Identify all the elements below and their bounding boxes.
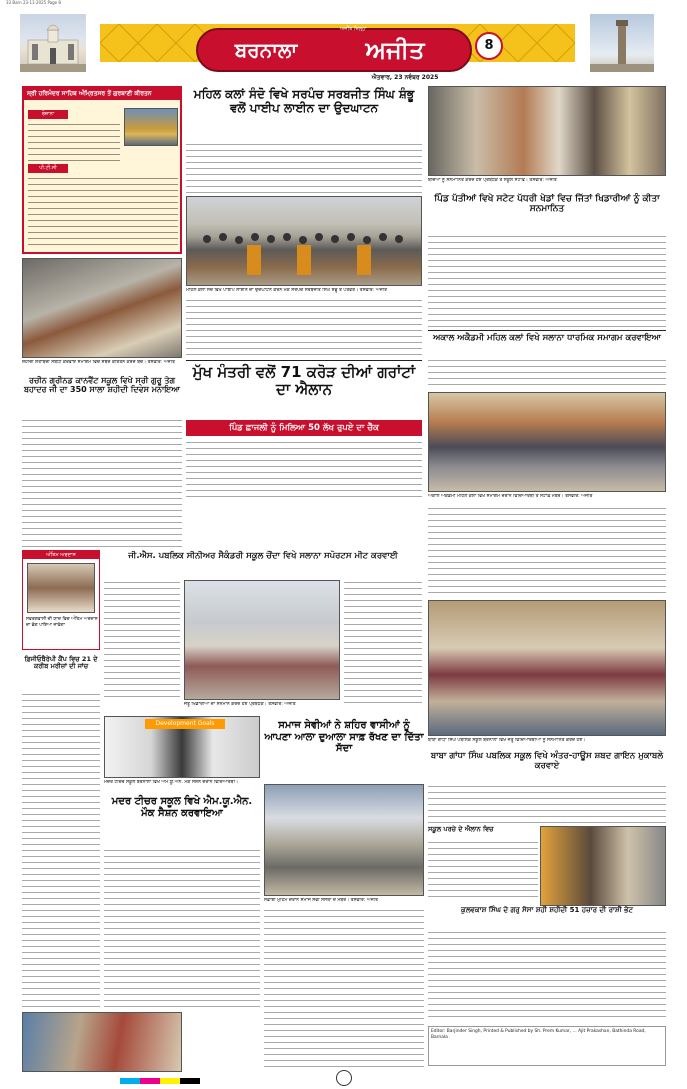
registration-mark	[336, 1070, 352, 1086]
page-number: 8	[475, 32, 503, 60]
mun-photo	[104, 716, 260, 778]
mun-caption: ਮਦਰ ਟੀਚਰ ਸਕੂਲ ਬਰਨਾਲਾ ਵਿਖੇ ਐਮ.ਯੂ.ਐਨ. ਮੌਕ ਸੈਸ਼ਨ ਦੌਰਾਨ ਵਿਦਿਆਰਥੀ।	[104, 780, 239, 785]
pind-kheda-caption: ਬੱਚਿਆਂ ਨੂੰ ਸਨਮਾਨਿਤ ਕਰਦੇ ਹੋਏ ਪ੍ਰਬੰਧਕ ਤੇ ਸਕੂਲ ਸਟਾਫ਼। ਤਸਵੀਰ: ਅਜੀਤ	[428, 178, 557, 183]
cm-grants-body	[186, 440, 422, 500]
monument-illustration	[590, 14, 654, 72]
akal-academy-photo	[428, 392, 666, 492]
sarpanch-caption: ਮਹਿਲ ਕਲਾਂ ਸੰਦੋ ਵਿਖੇ ਪਾਈਪ ਲਾਈਨ ਦਾ ਉਦਘਾਟਨ ਕਰਨ ਮੌਕੇ ਸਰਪੰਚ ਸਰਬਜੀਤ ਸਿੰਘ ਸ਼ੰਭੂ ਤੇ ਪਤਵੰਤੇ। ਤਸਵੀਰ: ਅਜੀਤ	[186, 288, 388, 293]
sports-meet-photo	[184, 580, 340, 700]
sarpanch-body	[186, 142, 422, 194]
masthead	[0, 10, 687, 82]
small-headline-2: ਕੁਲਵਕਾਸ਼ ਸਿੰਘ ਦੇ ਗਰੁ ਸੋਸਾ ਸ਼ਹੀ ਸ਼ਹੀਦੀ 51 ਹਜ਼ਾਰ ਦੀ ਰਾਸ਼ੀ ਭੇਟ	[461, 906, 633, 914]
camp-photo	[22, 1012, 182, 1072]
kirtan-badge-daily: ਰੋਜ਼ਾਨਾ	[28, 110, 68, 119]
akal-academy-caption: ਅਕਾਲ ਅਕੈਡਮੀ ਮਹਿਲ ਕਲਾਂ ਵਿਖੇ ਸਮਾਗਮ ਦੌਰਾਨ ਵਿਦਿਆਰਥੀ ਤੇ ਸਟਾਫ਼ ਮੈਂਬਰ। ਤਸਵੀਰ: ਅਜੀਤ	[428, 494, 593, 499]
baba-gandha-body	[428, 784, 666, 824]
masthead-date: ਐਤਵਾਰ, 23 ਨਵੰਬਰ 2025	[371, 74, 439, 81]
ad-box	[22, 550, 100, 650]
publisher-line: Editor: Barjinder Singh, Printed & Published by Sh. Prem Kumar, ... Ajit Prakashan, Bathinda Road, Barnala	[428, 1026, 666, 1066]
akal-academy-headline: ਅਕਾਲ ਅਕੈਡਮੀ ਮਹਿਲ ਕਲਾਂ ਵਿਖੇ ਸਲਾਨਾ ਧਾਰਮਿਕ ਸਮਾਗਮ ਕਰਵਾਇਆ	[433, 333, 661, 343]
small-headline-1: ਸਕੂਲ ਪਰਚੇ ਦੇ ਐਲਾਨ ਵਿਚ	[428, 825, 494, 833]
samaj-sevi-body	[264, 908, 424, 1072]
divider-cm	[186, 360, 422, 361]
mother-teacher-headline: ਮਦਰ ਟੀਚਰ ਸਕੂਲ ਵਿਖੇ ਐਮ.ਯੂ.ਐਨ. ਮੌਕ ਸੈਸ਼ਨ ਕਰਵਾਇਆ	[111, 796, 253, 819]
sarpanch-headline: ਮਹਿਲ ਕਲਾਂ ਸੰਦੋ ਵਿਖੇ ਸਰਪੰਚ ਸਰਬਜੀਤ ਸਿੰਘ ਸ਼ੰਭੂ ਵਲੋਂ ਪਾਈਪ ਲਾਈਨ ਦਾ ਉਦਘਾਟਨ	[193, 87, 415, 115]
pind-kheda-body	[428, 234, 666, 328]
masthead-tagline: ਅਜੀਤ ਜ਼ਿਲ੍ਹਾ	[340, 26, 367, 32]
cm-grants-headline: ਮੁੱਖ ਮੰਤਰੀ ਵਲੋਂ 71 ਕਰੋੜ ਦੀਆਂ ਗਰਾਂਟਾਂ ਦਾ ਐਲਾਨ	[192, 363, 416, 399]
felicitation-photo	[540, 826, 666, 906]
crowd-illustration	[187, 197, 422, 286]
akal-academy-body-2	[428, 506, 666, 598]
masthead-title-right: ਅਜੀਤ	[365, 36, 425, 64]
gurdwara-photo	[20, 14, 86, 72]
color-bar	[120, 1078, 200, 1084]
masthead-title-left: ਬਰਨਾਲਾ	[234, 38, 298, 62]
samaj-sevi-caption: ਸਫ਼ਾਈ ਮੁਹਿੰਮ ਦੌਰਾਨ ਸਮਾਜ ਸੇਵੀ ਸੰਸਥਾ ਦੇ ਮੈਂਬਰ। ਤਸਵੀਰ: ਅਜੀਤ	[264, 898, 379, 903]
small-body-1	[428, 840, 538, 900]
samaj-sevi-headline: ਸਮਾਜ ਸੇਵੀਆਂ ਨੇ ਸ਼ਹਿਰ ਵਾਸੀਆਂ ਨੂੰ ਆਪਣਾ ਆਲਾ ਦੁਆਲਾ ਸਾਫ਼ ਰੱਖਣ ਦਾ ਦਿੱਤਾ ਸੱਦਾ	[264, 720, 424, 754]
akal-academy-body	[428, 358, 666, 390]
sarpanch-photo	[186, 196, 422, 286]
shaheedi-photo	[22, 258, 182, 358]
mother-teacher-body	[104, 848, 260, 1008]
ad-label: ਅੰਤਿਮ ਅਰਦਾਸ	[23, 551, 99, 559]
kirtan-title: ਸ੍ਰੀ ਹਰਿਮੰਦਰ ਸਾਹਿਬ ਅੰਮ੍ਰਿਤਸਰ ਤੋਂ ਗੁਰਬਾਣੀ ਕੀਰਤਨ	[24, 88, 180, 100]
awards-photo	[428, 86, 666, 176]
shaheedi-caption: ਸ਼ਹੀਦੀ ਸ਼ਤਾਬਦੀ ਸਬੰਧੀ ਕਰਵਾਏ ਸਮਾਗਮ ਵਿਚ ਸ਼ਬਦ ਕੀਰਤਨ ਕਰਦੇ ਬੱਚੇ। ਤਸਵੀਰ: ਅਜੀਤ	[22, 360, 176, 365]
samaj-sevi-photo	[264, 784, 424, 896]
divider-akal	[428, 330, 666, 331]
sports-meet-body-left	[104, 580, 180, 700]
small-body-2	[428, 930, 666, 1022]
ad-text: ਸਵਰਗਵਾਸੀ ਦੀ ਯਾਦ ਵਿਚ ਅੰਤਿਮ ਅਰਦਾਸ ਦਾ ਭੋਗ ਪਾਇਆ ਜਾਵੇਗਾ	[26, 617, 98, 628]
cm-grants-subhead: ਪਿੰਡ ਛਾਜਲੀ ਨੂੰ ਮਿਲਿਆ 50 ਲੱਖ ਰੁਪਏ ਦਾ ਚੈੱਕ	[186, 420, 422, 436]
kirtan-badge-ptc: ਪੀ.ਟੀ.ਸੀ	[28, 164, 68, 173]
baba-gandha-photo	[428, 600, 666, 736]
ad-photo	[27, 563, 95, 613]
baba-gandha-headline: ਬਾਬਾ ਗਾਂਧਾ ਸਿੰਘ ਪਬਲਿਕ ਸਕੂਲ ਵਿਖੇ ਅੰਤਰ-ਹਾਊਸ ਸ਼ਬਦ ਗਾਇਨ ਮੁਕਾਬਲੇ ਕਰਵਾਏ	[430, 751, 664, 771]
gurdwara-illustration	[20, 14, 86, 72]
kirtan-schedule	[28, 122, 120, 162]
shaheedi-headline: ਰਚੀਨ ਗ੍ਰੀਨਡ ਕਾਨਵੈਂਟ ਸਕੂਲ ਵਿਖੇ ਸ੍ਰੀ ਗੁਰੂ ਤੇਗ ਬਹਾਦਰ ਜੀ ਦਾ 350 ਸਾਲਾ ਸ਼ਹੀਦੀ ਦਿਵਸ ਮਨਾਇਆ	[24, 376, 180, 395]
kirtan-box	[22, 86, 182, 254]
sports-meet-body-right	[344, 580, 422, 706]
sports-meet-headline: ਜੀ.ਐਸ. ਪਬਲਿਕ ਸੀਨੀਅਰ ਸੈਕੰਡਰੀ ਸਕੂਲ ਚੌਂਦਾ ਵਿਖੇ ਸਲਾਨਾ ਸਪੋਰਟਸ ਮੀਟ ਕਰਵਾਈ	[128, 551, 398, 561]
shaheedi-body	[22, 418, 182, 548]
baba-gandha-caption: ਬਾਬਾ ਗਾਂਧਾ ਸਿੰਘ ਪਬਲਿਕ ਸਕੂਲ ਬਰਨਾਲਾ ਵਿਖੇ ਜੇਤੂ ਵਿਦਿਆਰਥੀਆਂ ਨੂੰ ਸਨਮਾਨਿਤ ਕਰਦੇ ਹੋਏ।	[428, 738, 586, 743]
sports-meet-caption: ਜੇਤੂ ਖਿਡਾਰੀਆਂ ਦਾ ਸਨਮਾਨ ਕਰਦੇ ਹੋਏ ਪ੍ਰਬੰਧਕ। ਤਸਵੀਰ: ਅਜੀਤ	[184, 702, 296, 707]
camp-headline: ਫ਼ਿਜੀਓਥੈਰੇਪੀ ਕੈਂਪ ਵਿਚ 21 ਦੇ ਕਰੀਬ ਮਰੀਜ਼ਾਂ ਦੀ ਜਾਂਚ	[24, 655, 98, 671]
kirtan-schedule-2	[28, 176, 178, 250]
camp-body	[22, 692, 100, 1010]
print-slug: 33 Barn 23-11-2025 Page 8	[6, 0, 61, 5]
sarpanch-body-2	[186, 298, 422, 356]
dev-goals-banner: Development Goals	[145, 719, 225, 729]
golden-temple-photo	[124, 108, 178, 146]
pind-kheda-headline: ਪਿੰਡ ਪੱਤੀਆਂ ਵਿਖੇ ਸਟੇਟ ਪੱਧਰੀ ਖੇਡਾਂ ਵਿਚ ਜਿੱਤਾਂ ਖਿਡਾਰੀਆਂ ਨੂੰ ਕੀਤਾ ਸਨਮਾਨਿਤ	[434, 194, 660, 215]
monument-photo	[590, 14, 654, 72]
